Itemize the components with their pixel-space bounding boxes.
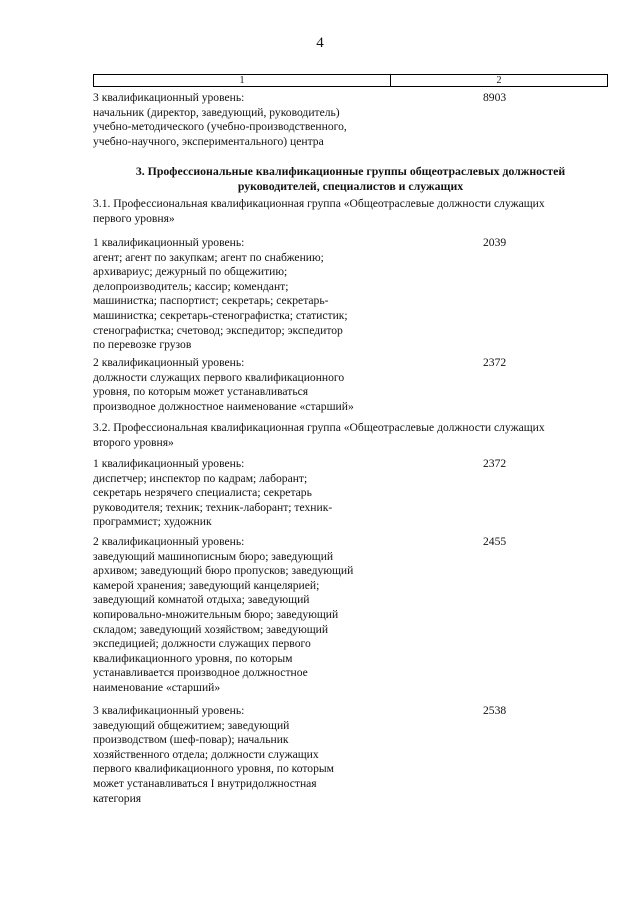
section-3-title: 3. Профессиональные квалификационные группы общеотраслевых должностей руководителей, специалистов и служащих (135, 164, 566, 193)
qualification-level-text: 1 квалификационный уровень: агент; агент по закупкам; агент по снабжению; архивариус; дежурный по общежитию; делопроизводитель; кассир; комендант; машинистка; паспортист; секретарь; секретарь- машинистка; секретарь-стенографистка; статистик; стенографистка; счетовод; экспедитор; экспедитор по перевозке грузов (93, 236, 348, 352)
salary-value: 2538 (483, 704, 507, 717)
salary-value: 8903 (483, 91, 507, 104)
salary-value: 2372 (483, 457, 507, 470)
table-row (93, 535, 608, 696)
table-header-row (93, 74, 608, 87)
table-row (93, 457, 608, 530)
group-3-1-title: 3.1. Профессиональная квалификационная группа «Общеотраслевые должности служащих первого уровня» (93, 197, 545, 225)
salary-value: 2372 (483, 356, 507, 369)
qualification-level-text: 1 квалификационный уровень: диспетчер; инспектор по кадрам; лаборант; секретарь незрячего специалиста; секретарь руководителя; техник; техник-лаборант; техник- программист; художник (93, 457, 333, 529)
table-header-col2: 2 (496, 75, 502, 86)
qualification-level-text: 3 квалификационный уровень: начальник (директор, заведующий, руководитель) учебно-методического (учебно-производственного, учебно-научного, экспериментального) центра (93, 91, 347, 148)
table-row (93, 91, 608, 149)
table-row (93, 704, 608, 806)
group-3-2-title: 3.2. Профессиональная квалификационная группа «Общеотраслевые должности служащих второго уровня» (93, 421, 545, 449)
salary-value: 2039 (483, 236, 507, 249)
table-row (93, 236, 608, 353)
qualification-level-text: 2 квалификационный уровень: заведующий машинописным бюро; заведующий архивом; заведующий бюро пропусков; заведующий камерой хранения; заведующий канцелярией; заведующий комнатой отдыха; заведующий копировально-множительным бюро; заведующий складом; заведующий хозяйством; заведующий экспедицией; должности служащих первого квалификационного уровня, по которым устанавливается производное должностное наименование «старший» (93, 535, 354, 694)
table-header-col1: 1 (94, 75, 391, 86)
salary-value: 2455 (483, 535, 507, 548)
qualification-level-text: 3 квалификационный уровень: заведующий общежитием; заведующий производством (шеф-повар); начальник хозяйственного отдела; должности служащих первого квалификационного уровня, по которым может устанавливаться I внутридолжностная категория (93, 704, 335, 805)
table-row (93, 356, 608, 414)
page-number: 4 (316, 35, 324, 51)
qualification-level-text: 2 квалификационный уровень: должности служащих первого квалификационного уровня, по которым может устанавливаться производное должностное наименование «старший» (93, 356, 354, 413)
